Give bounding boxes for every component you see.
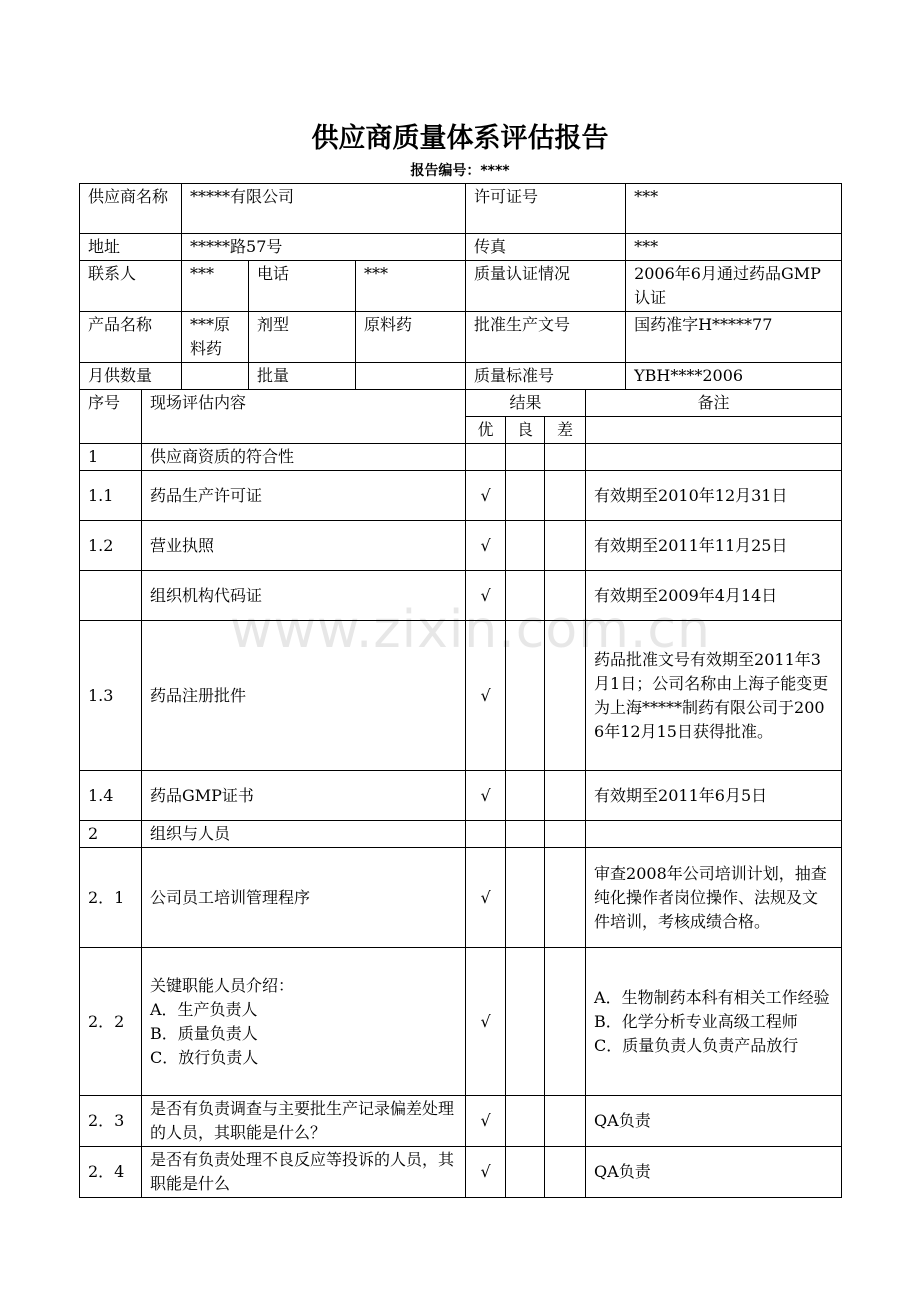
row-remark: QA负责 bbox=[586, 1147, 842, 1198]
approval-label: 批准生产文号 bbox=[466, 312, 626, 363]
phone-value: *** bbox=[356, 261, 466, 312]
result-poor-mark bbox=[545, 848, 586, 948]
result-fair-mark bbox=[506, 471, 545, 521]
address-value: *****路57号 bbox=[182, 234, 466, 261]
result-poor-mark bbox=[545, 521, 586, 571]
result-good-mark bbox=[466, 821, 506, 848]
row-remark: 有效期至2011年6月5日 bbox=[586, 771, 842, 821]
result-poor-mark bbox=[545, 821, 586, 848]
result-fair-mark bbox=[506, 848, 545, 948]
row-remark: 有效期至2009年4月14日 bbox=[586, 571, 842, 621]
row-content: 营业执照 bbox=[142, 521, 466, 571]
standard-label: 质量标准号 bbox=[466, 363, 626, 390]
remark-header-spacer bbox=[586, 417, 842, 444]
supplier-value: *****有限公司 bbox=[182, 184, 466, 234]
table-row bbox=[80, 821, 842, 848]
table-row bbox=[80, 571, 842, 621]
result-header: 结果 bbox=[466, 390, 586, 417]
result-good-mark bbox=[466, 444, 506, 471]
row-seq: 2．3 bbox=[80, 1096, 142, 1147]
remark-header: 备注 bbox=[586, 390, 842, 417]
result-poor-mark bbox=[545, 444, 586, 471]
table-row bbox=[80, 471, 842, 521]
product-value: ***原料药 bbox=[182, 312, 249, 363]
result-good-mark: √ bbox=[466, 571, 506, 621]
result-good-mark: √ bbox=[466, 1096, 506, 1147]
result-fair-mark bbox=[506, 1147, 545, 1198]
row-remark bbox=[586, 821, 842, 848]
result-fair-mark bbox=[506, 948, 545, 1096]
result-good-mark: √ bbox=[466, 1147, 506, 1198]
table-row bbox=[80, 1147, 842, 1198]
row-content: 公司员工培训管理程序 bbox=[142, 848, 466, 948]
result-poor-mark bbox=[545, 471, 586, 521]
result-fair-mark bbox=[506, 521, 545, 571]
row-seq: 2．2 bbox=[80, 948, 142, 1096]
result-good-header: 优 bbox=[466, 417, 506, 444]
row-remark: 有效期至2011年11月25日 bbox=[586, 521, 842, 571]
row-seq: 2 bbox=[80, 821, 142, 848]
fax-label: 传真 bbox=[466, 234, 626, 261]
fax-value: *** bbox=[626, 234, 842, 261]
result-fair-mark bbox=[506, 444, 545, 471]
row-seq: 1.4 bbox=[80, 771, 142, 821]
form-label: 剂型 bbox=[249, 312, 356, 363]
row-remark: A．生物制药本科有相关工作经验 B．化学分析专业高级工程师 C．质量负责人负责产品放行 bbox=[586, 948, 842, 1096]
row-content: 药品注册批件 bbox=[142, 621, 466, 771]
row-remark: 审查2008年公司培训计划，抽查纯化操作者岗位操作、法规及文件培训，考核成绩合格。 bbox=[586, 848, 842, 948]
approval-value: 国药准字H*****77 bbox=[626, 312, 842, 363]
result-poor-mark bbox=[545, 1096, 586, 1147]
row-content: 药品GMP证书 bbox=[142, 771, 466, 821]
content-header: 现场评估内容 bbox=[142, 390, 466, 444]
supplier-label: 供应商名称 bbox=[80, 184, 182, 234]
row-seq: 1 bbox=[80, 444, 142, 471]
result-poor-mark bbox=[545, 571, 586, 621]
result-good-mark: √ bbox=[466, 471, 506, 521]
standard-value: YBH****2006 bbox=[626, 363, 842, 390]
result-poor-header: 差 bbox=[545, 417, 586, 444]
result-poor-mark bbox=[545, 621, 586, 771]
result-fair-mark bbox=[506, 821, 545, 848]
watermark: www.zixin.com.cn bbox=[230, 600, 711, 660]
row-seq: 1.1 bbox=[80, 471, 142, 521]
table-row bbox=[80, 948, 842, 1096]
row-content: 组织机构代码证 bbox=[142, 571, 466, 621]
cert-value: 2006年6月通过药品GMP认证 bbox=[626, 261, 842, 312]
result-fair-header: 良 bbox=[506, 417, 545, 444]
result-fair-mark bbox=[506, 771, 545, 821]
row-content: 关键职能人员介绍： A．生产负责人 B．质量负责人 C．放行负责人 bbox=[142, 948, 466, 1096]
monthly-label: 月供数量 bbox=[80, 363, 182, 390]
row-content: 组织与人员 bbox=[142, 821, 466, 848]
result-good-mark: √ bbox=[466, 948, 506, 1096]
row-remark: QA负责 bbox=[586, 1096, 842, 1147]
result-good-mark: √ bbox=[466, 848, 506, 948]
result-fair-mark bbox=[506, 621, 545, 771]
report-number: 报告编号：**** bbox=[410, 163, 510, 179]
contact-value: *** bbox=[182, 261, 249, 312]
phone-label: 电话 bbox=[249, 261, 356, 312]
result-fair-mark bbox=[506, 571, 545, 621]
row-seq bbox=[80, 571, 142, 621]
row-seq: 2．4 bbox=[80, 1147, 142, 1198]
monthly-value bbox=[182, 363, 249, 390]
evaluation-rows bbox=[80, 444, 842, 1198]
address-label: 地址 bbox=[80, 234, 182, 261]
cert-label: 质量认证情况 bbox=[466, 261, 626, 312]
table-row bbox=[80, 621, 842, 771]
table-row bbox=[80, 521, 842, 571]
row-seq: 1.3 bbox=[80, 621, 142, 771]
evaluation-table bbox=[79, 183, 842, 1198]
table-row bbox=[80, 444, 842, 471]
table-row bbox=[80, 848, 842, 948]
batch-value bbox=[356, 363, 466, 390]
product-label: 产品名称 bbox=[80, 312, 182, 363]
result-poor-mark bbox=[545, 771, 586, 821]
form-value: 原料药 bbox=[356, 312, 466, 363]
result-poor-mark bbox=[545, 1147, 586, 1198]
contact-label: 联系人 bbox=[80, 261, 182, 312]
seq-header: 序号 bbox=[80, 390, 142, 444]
batch-label: 批量 bbox=[249, 363, 356, 390]
license-label: 许可证号 bbox=[466, 184, 626, 234]
result-poor-mark bbox=[545, 948, 586, 1096]
report-title: 供应商质量体系评估报告 bbox=[311, 123, 609, 154]
row-content: 是否有负责调查与主要批生产记录偏差处理的人员，其职能是什么？ bbox=[142, 1096, 466, 1147]
row-seq: 1.2 bbox=[80, 521, 142, 571]
result-fair-mark bbox=[506, 1096, 545, 1147]
row-content: 药品生产许可证 bbox=[142, 471, 466, 521]
row-remark: 有效期至2010年12月31日 bbox=[586, 471, 842, 521]
table-row bbox=[80, 1096, 842, 1147]
license-value: *** bbox=[626, 184, 842, 234]
row-seq: 2．1 bbox=[80, 848, 142, 948]
row-content: 供应商资质的符合性 bbox=[142, 444, 466, 471]
result-good-mark: √ bbox=[466, 621, 506, 771]
row-remark bbox=[586, 444, 842, 471]
row-remark: 药品批准文号有效期至2011年3月1日；公司名称由上海子能变更为上海*****制药有限公司于2006年12月15日获得批准。 bbox=[586, 621, 842, 771]
row-content: 是否有负责处理不良反应等投诉的人员，其职能是什么 bbox=[142, 1147, 466, 1198]
result-good-mark: √ bbox=[466, 521, 506, 571]
table-row bbox=[80, 771, 842, 821]
result-good-mark: √ bbox=[466, 771, 506, 821]
